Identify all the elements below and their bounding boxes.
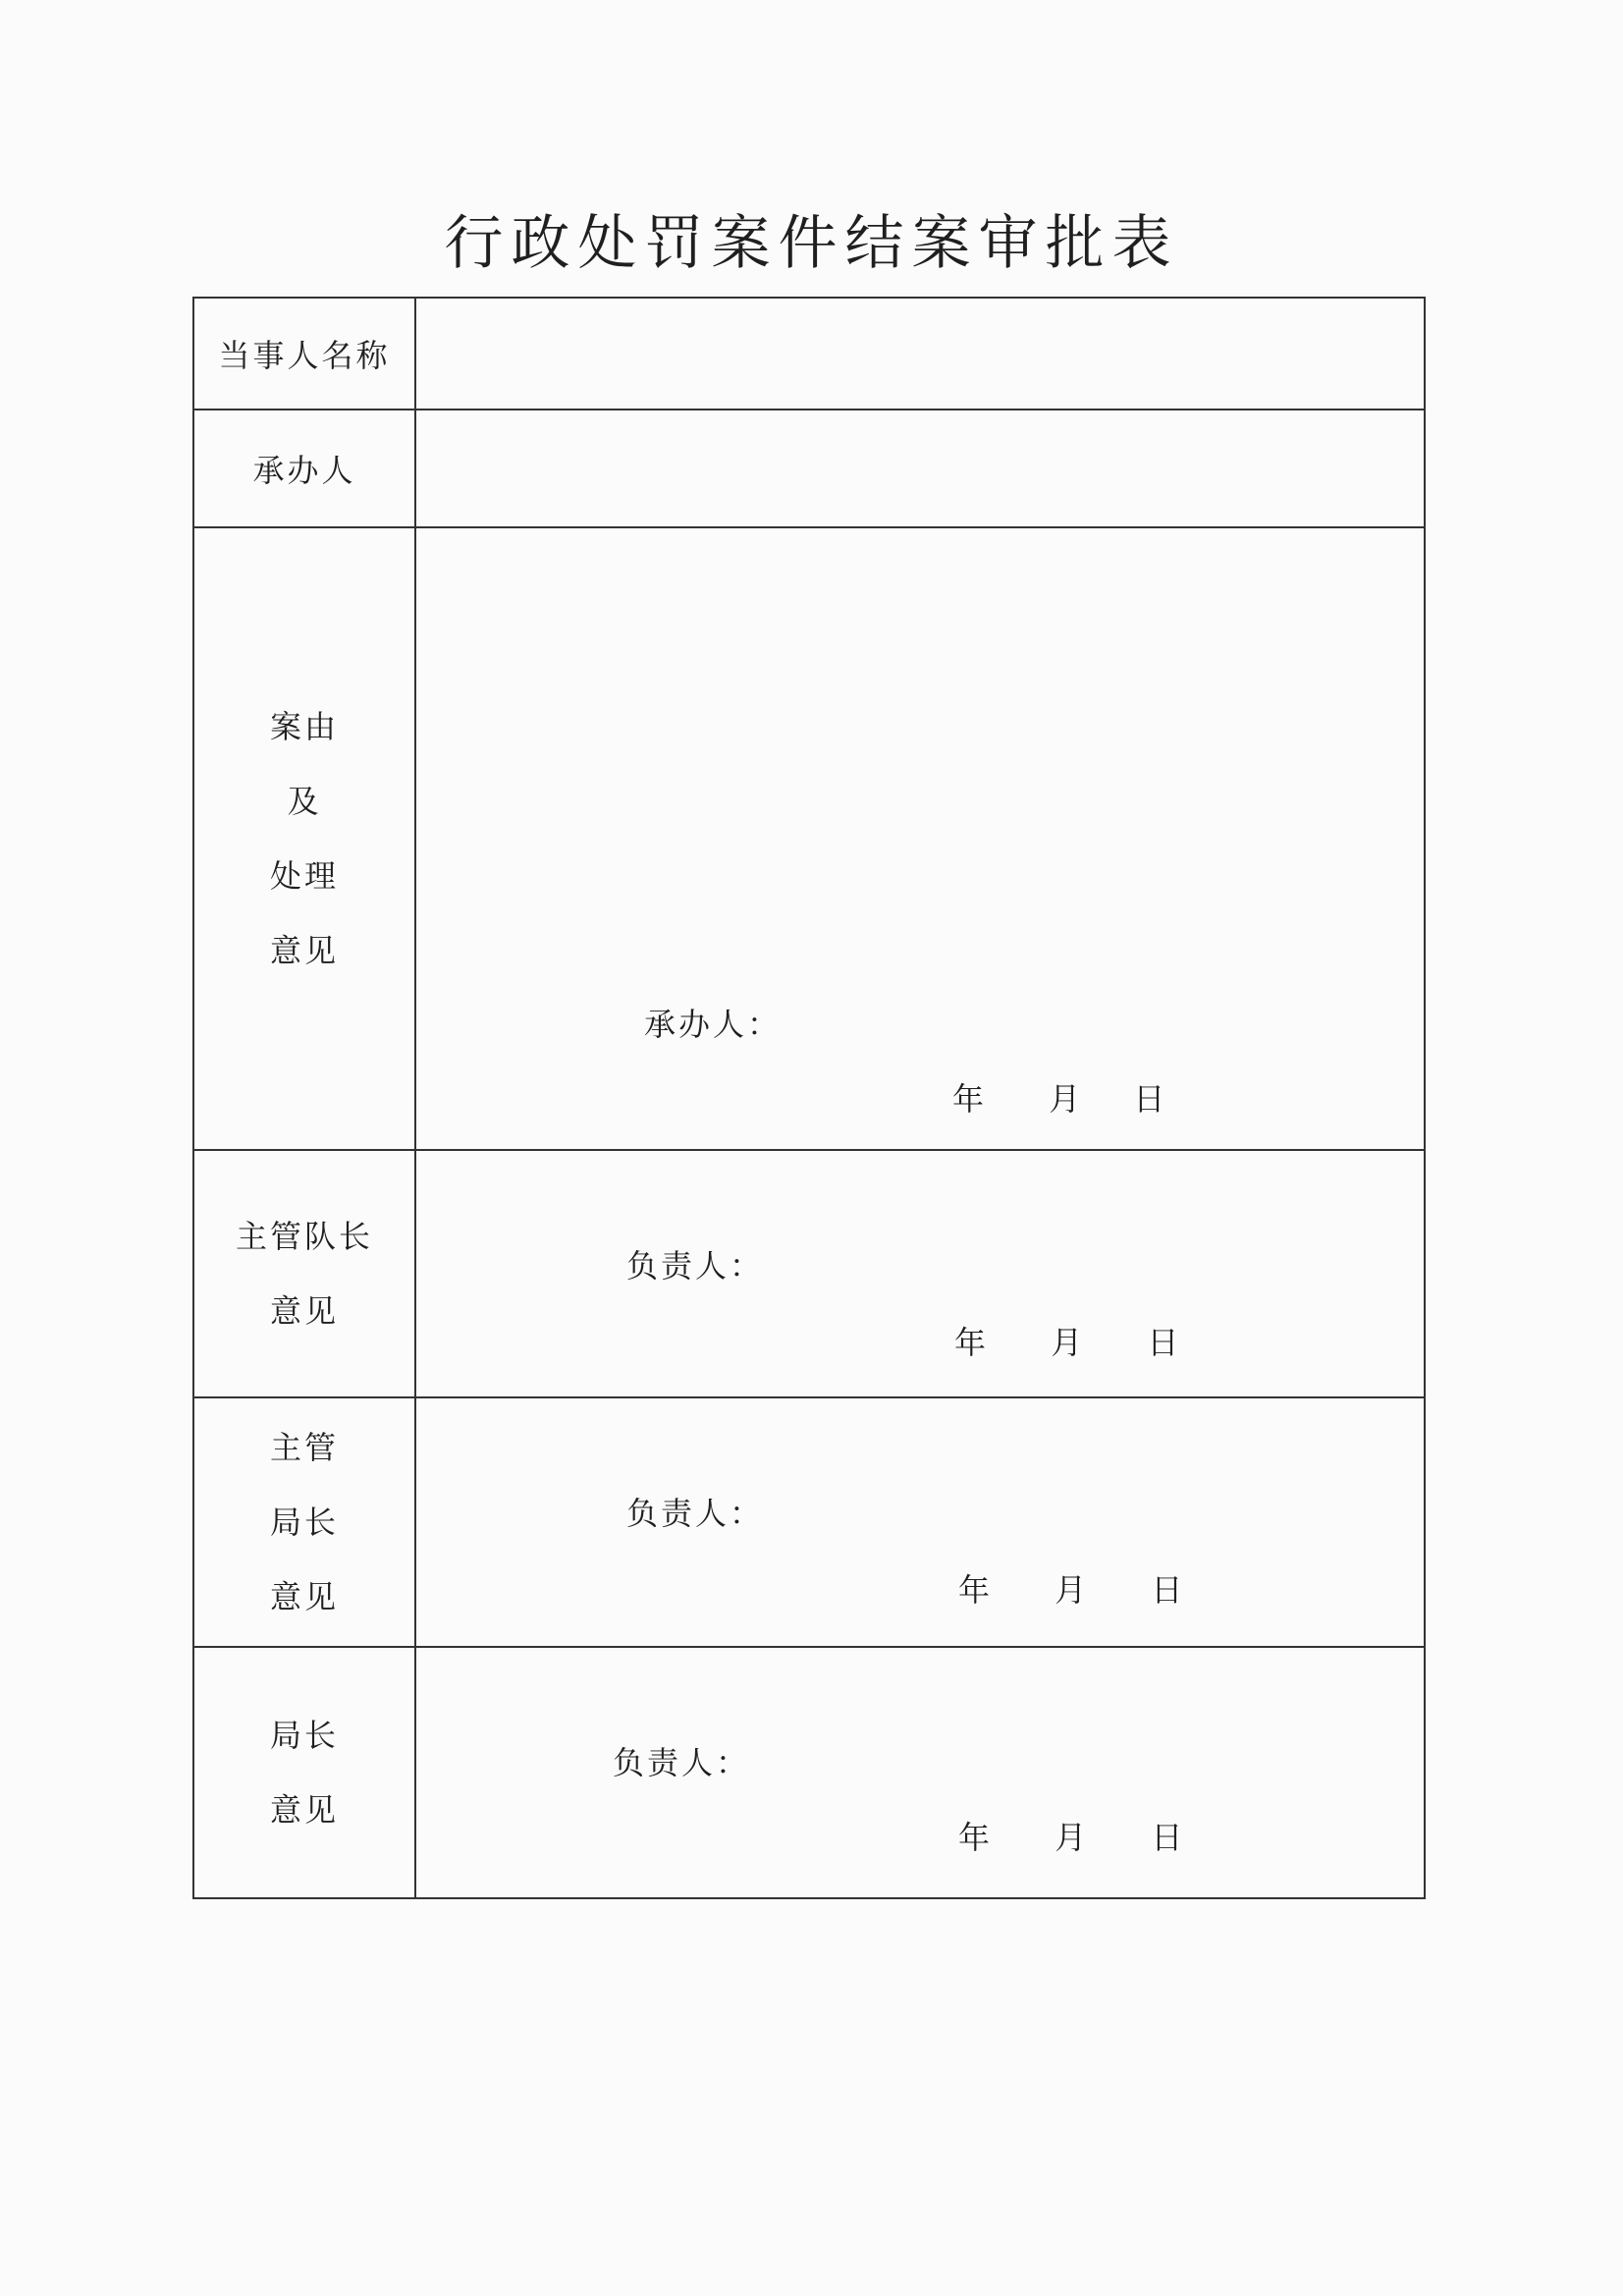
row-director xyxy=(194,1648,1424,1897)
row-party-name xyxy=(194,299,1424,410)
case-reason-label-line: 案由 xyxy=(269,708,339,745)
deputy-director-opinion-field[interactable] xyxy=(416,1398,1424,1646)
party-name-label-cell xyxy=(194,299,416,409)
deputy-director-label-line: 主管 xyxy=(269,1429,339,1466)
case-reason-label-line: 处理 xyxy=(269,857,339,895)
date-day-label: 日 xyxy=(1151,1819,1183,1856)
date-month-label: 月 xyxy=(1049,1080,1081,1118)
row-case-reason xyxy=(194,528,1424,1151)
deputy-director-date xyxy=(958,1565,1182,1611)
case-reason-label-line: 及 xyxy=(287,783,322,820)
row-team-leader xyxy=(194,1151,1424,1398)
team-leader-label-cell xyxy=(194,1151,416,1396)
case-reason-label-line: 意见 xyxy=(269,932,339,969)
case-reason-date xyxy=(952,1074,1164,1120)
director-signer-label: 负责人： xyxy=(613,1744,751,1781)
date-day-label: 日 xyxy=(1151,1571,1183,1609)
handler-value[interactable] xyxy=(426,420,1414,517)
team-leader-date xyxy=(954,1318,1178,1363)
date-month-label: 月 xyxy=(1051,1324,1083,1361)
deputy-director-label-cell xyxy=(194,1398,416,1646)
deputy-director-label-line: 意见 xyxy=(269,1578,339,1615)
date-year-label: 年 xyxy=(952,1080,985,1118)
date-month-label: 月 xyxy=(1055,1571,1087,1609)
approval-form-table xyxy=(192,297,1426,1899)
team-leader-label-line: 主管队长 xyxy=(235,1218,373,1255)
team-leader-signer-label: 负责人： xyxy=(626,1247,765,1285)
case-reason-opinion-field[interactable] xyxy=(416,528,1424,1149)
date-year-label: 年 xyxy=(954,1324,987,1361)
case-reason-label xyxy=(270,689,339,988)
team-leader-label-line: 意见 xyxy=(269,1292,339,1330)
handler-label-cell xyxy=(194,410,416,526)
date-month-label: 月 xyxy=(1055,1819,1087,1856)
team-leader-opinion-field[interactable] xyxy=(416,1151,1424,1396)
director-date xyxy=(958,1813,1182,1858)
date-year-label: 年 xyxy=(958,1571,991,1609)
director-label-line: 意见 xyxy=(269,1791,339,1829)
handler-field[interactable] xyxy=(416,410,1424,526)
director-label-line: 局长 xyxy=(269,1717,339,1754)
team-leader-label xyxy=(236,1199,373,1348)
case-reason-label-cell xyxy=(194,528,416,1149)
row-deputy-director xyxy=(194,1398,1424,1648)
deputy-director-signer-label: 负责人： xyxy=(626,1495,765,1532)
party-name-label: 当事人名称 xyxy=(218,337,391,374)
row-handler xyxy=(194,410,1424,528)
case-reason-signer-label: 承办人： xyxy=(644,1006,783,1043)
handler-label: 承办人 xyxy=(252,452,356,489)
date-day-label: 日 xyxy=(1133,1080,1165,1118)
page-title: 行政处罚案件结案审批表 xyxy=(444,209,1179,278)
party-name-value[interactable] xyxy=(426,308,1414,399)
deputy-director-label xyxy=(270,1410,339,1634)
director-label-cell xyxy=(194,1648,416,1897)
deputy-director-label-line: 局长 xyxy=(269,1503,339,1541)
party-name-field[interactable] xyxy=(416,299,1424,409)
director-label xyxy=(270,1698,339,1847)
director-opinion-field[interactable] xyxy=(416,1648,1424,1897)
date-day-label: 日 xyxy=(1147,1324,1179,1361)
date-year-label: 年 xyxy=(958,1819,991,1856)
